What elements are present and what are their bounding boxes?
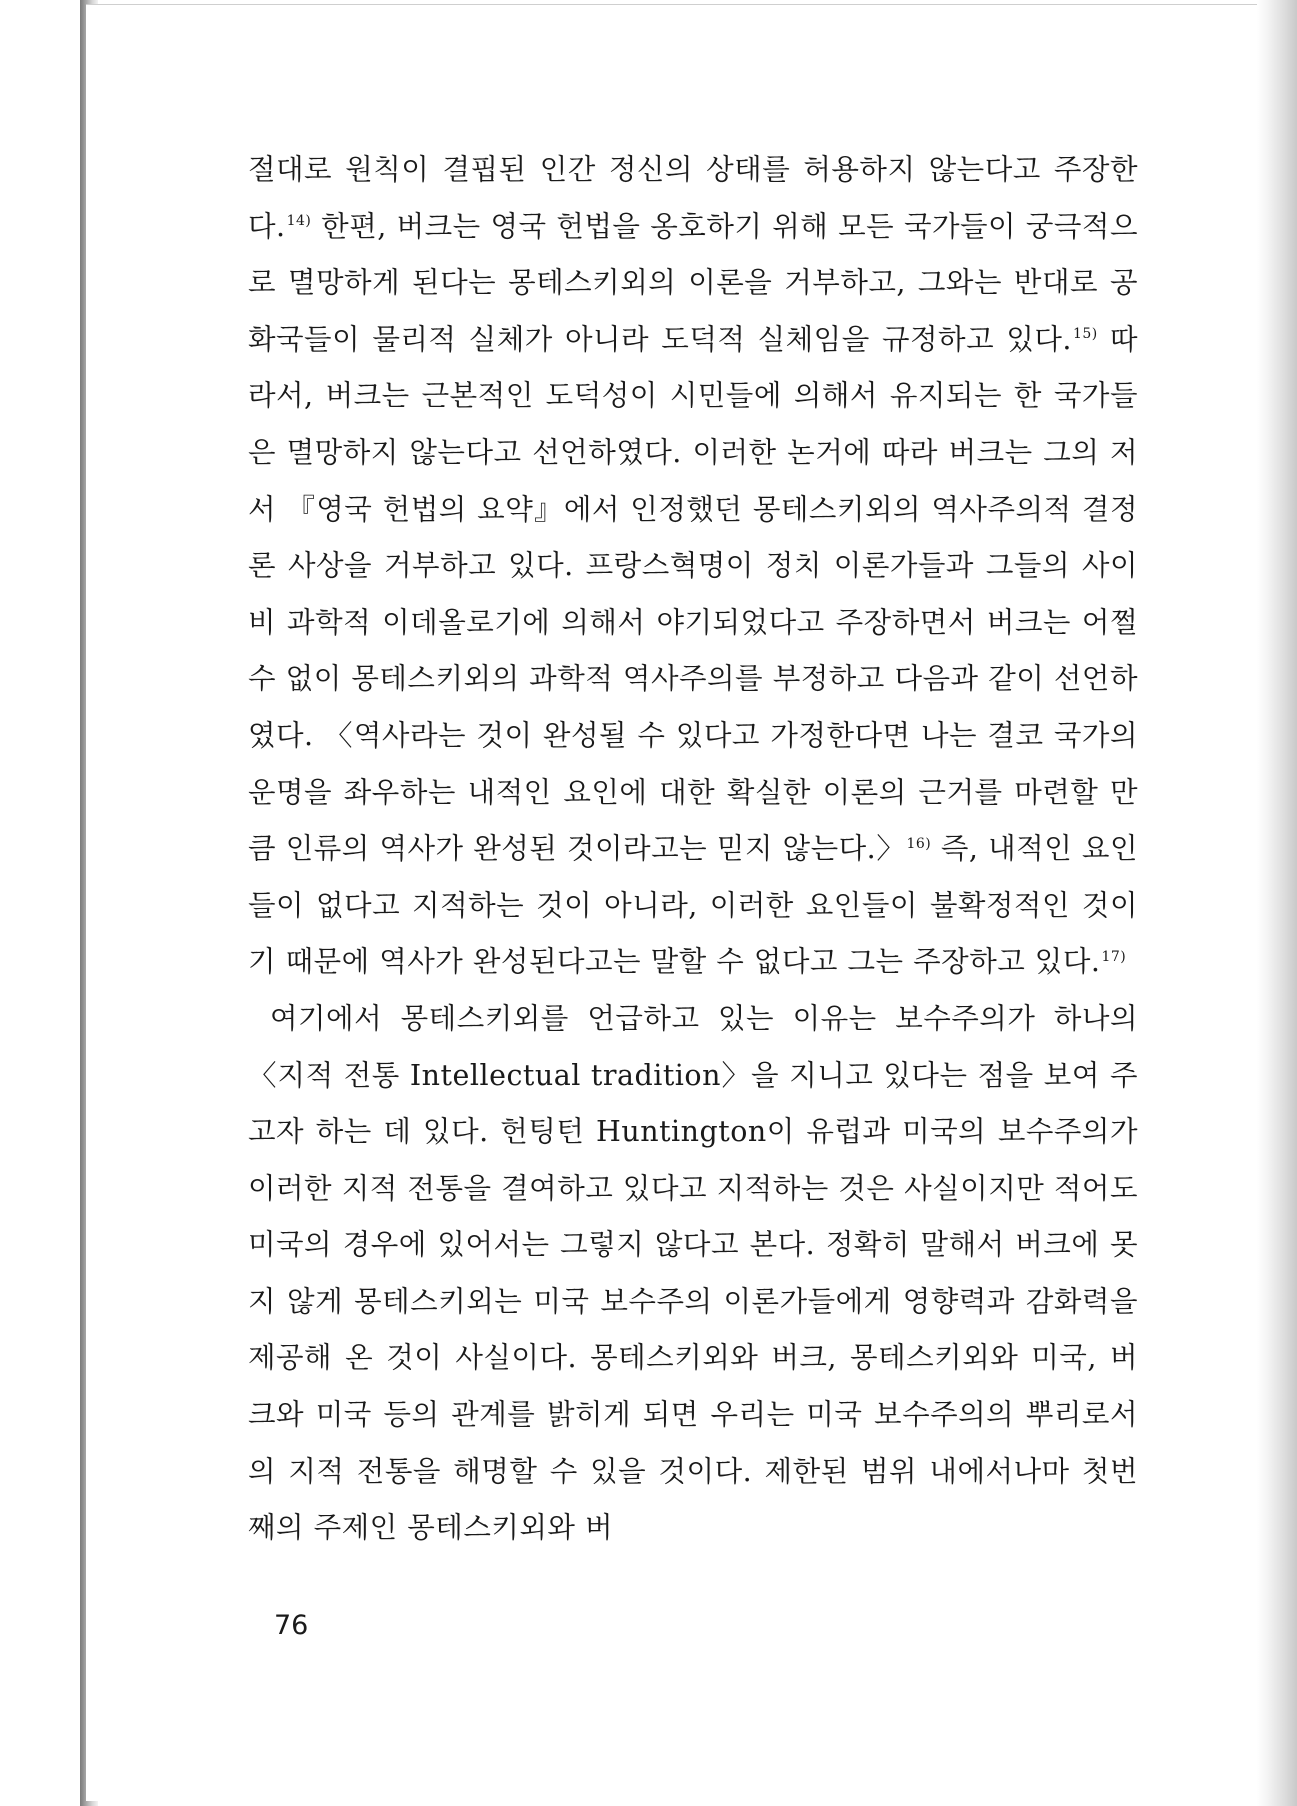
paragraph-1-part-1: 절대로 원칙이 결핍된 인간 정신의 상태를 허용하지 않는다고 주장한다. [248, 153, 1138, 243]
paragraph-2: 여기에서 몽테스키외를 언급하고 있는 이유는 보수주의가 하나의 〈지적 전통 Intellectual tradition〉을 지니고 있다는 점을 보여 주고자 하는 데 있다. 헌팅턴 Huntington이 유럽과 미국의 보수주의가 이러한 지적 전통을 결여하고 있다고 지적하는 것은 사실이지만 적어도 미국의 경우에 있어서는 그렇지 않다고 본다. 정확히 말해서 버크에 못지 않게 몽테스키외는 미국 보수주의 이론가들에게 영향력과 감화력을 제공해 온 것이 사실이다. 몽테스키외와 버크, 몽테스키외와 미국, 버크와 미국 등의 관계를 밝히게 되면 우리는 미국 보수주의의 뿌리로서의 지적 전통을 해명할 수 있을 것이다. 제한된 범위 내에서나마 첫번째의 주제인 몽테스키외와 버 [248, 1001, 1138, 1545]
page-edge-shadow [1257, 0, 1297, 1806]
page-number: 76 [274, 1610, 309, 1641]
footnote-ref-17: 17) [1101, 948, 1127, 965]
paragraph-1-part-4: 즉, 내적인 요인들이 없다고 지적하는 것이 아니라, 이러한 요인들이 불확정적인 것이기 때문에 역사가 완성된다고는 말할 수 없다고 그는 주장하고 있다. [248, 832, 1138, 979]
paragraph-1 [248, 142, 1138, 991]
footnote-ref-15: 15) [1072, 326, 1098, 343]
paragraph-1-part-3: 따라서, 버크는 근본적인 도덕성이 시민들에 의해서 유지되는 한 국가들은 멸망하지 않는다고 선언하였다. 이러한 논거에 따라 버크는 그의 저서 『영국 헌법의 요약』에서 인정했던 몽테스키외의 역사주의적 결정론 사상을 거부하고 있다. 프랑스혁명이 정치 이론가들과 그들의 사이비 과학적 이데올로기에 의해서 야기되었다고 주장하면서 버크는 어쩔 수 없이 몽테스키외의 과학적 역사주의를 부정하고 다음과 같이 선언하였다. 〈역사라는 것이 완성될 수 있다고 가정한다면 나는 결코 국가의 운명을 좌우하는 내적인 요인에 대한 확실한 이론의 근거를 마련할 만큼 인류의 역사가 완성된 것이라고는 믿지 않는다.〉 [248, 322, 1138, 866]
footnote-ref-16: 16) [906, 835, 932, 852]
footnote-ref-14: 14) [286, 213, 312, 230]
paragraph-1-part-2: 한편, 버크는 영국 헌법을 옹호하기 위해 모든 국가들이 궁극적으로 멸망하게 된다는 몽테스키외의 이론을 거부하고, 그와는 반대로 공화국들이 물리적 실체가 아니라 도덕적 실체임을 규정하고 있다. [248, 209, 1138, 356]
body-text [248, 142, 1138, 1557]
